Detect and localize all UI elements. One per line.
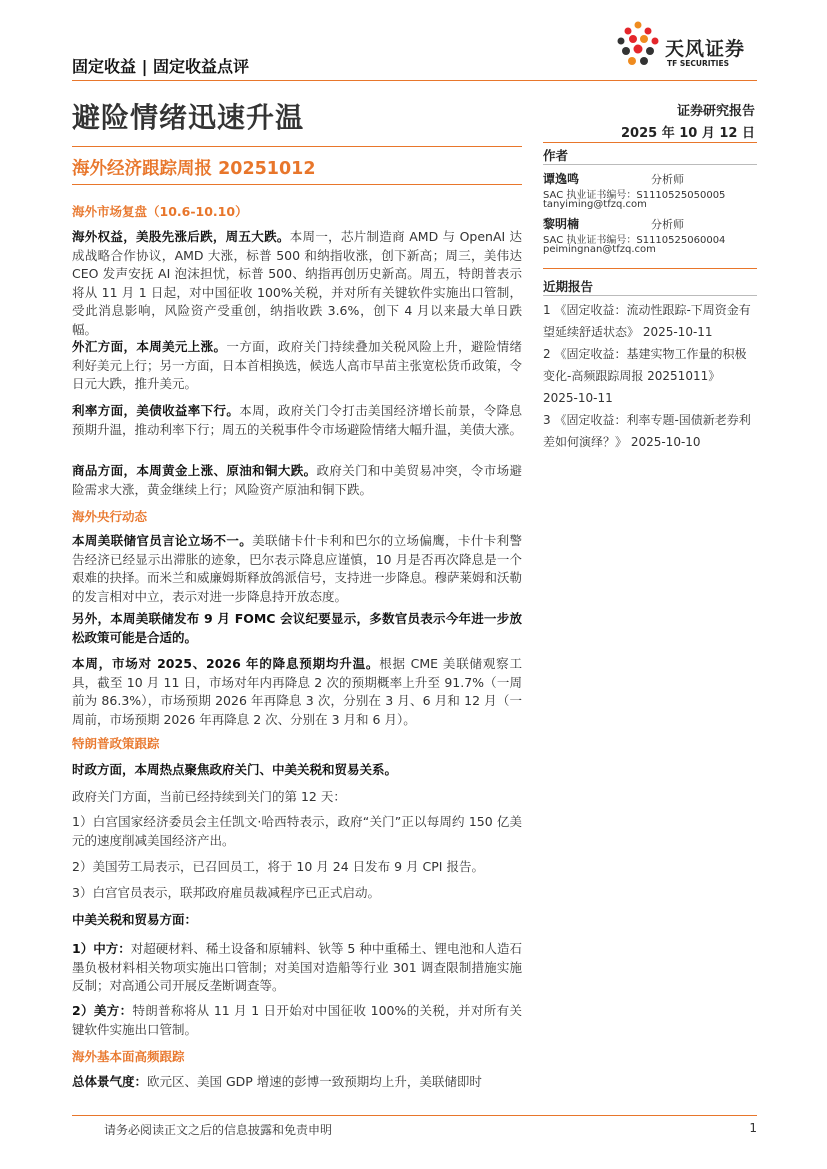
recent-divider <box>543 295 757 296</box>
author-license: SAC 执业证书编号：S1110525050005 <box>543 190 726 201</box>
section-heading-fundamentals: 海外基本面高频跟踪 <box>72 1049 185 1064</box>
paragraph-fed-officials <box>72 532 522 606</box>
subtitle-divider <box>72 184 522 185</box>
recent-reports-heading: 近期报告 <box>543 279 594 294</box>
paragraph-lead: 2）美方： <box>72 1003 133 1018</box>
disclaimer-note: 请务必阅读正文之后的信息披露和免责申明 <box>104 1123 333 1137</box>
paragraph-lead: 中美关税和贸易方面： <box>72 912 198 927</box>
author-name: 黎明楠 <box>543 217 580 231</box>
paragraph-text: 政府关门和中美贸易冲突，令市场避险需求大涨，黄金继续上行；风险资产原油和铜下跌。 <box>72 463 522 497</box>
paragraph-shutdown-2 <box>72 858 522 877</box>
paragraph-lead: 另外，本周美联储发布 9 月 FOMC 会议纪要显示，多数官员表示今年进一步放松政策可能是合适的。 <box>72 611 522 645</box>
paragraph-lead: 利率方面，美债收益率下行。 <box>72 403 240 418</box>
footer-divider <box>72 1115 757 1116</box>
title-divider <box>72 146 522 147</box>
logo-text-cn: 天风证券 <box>665 38 746 60</box>
paragraph-lead: 本周，市场对 2025、2026 年的降息预期均升温。 <box>72 656 380 671</box>
paragraph-shutdown-1 <box>72 813 522 850</box>
paragraph-trade-heading <box>72 911 522 930</box>
header-divider <box>72 80 757 81</box>
paragraph-text: 本周，政府关门令打击美国经济增长前景，令降息预期升温，推动利率下行；周五的关税事件令市场避险情绪大幅升温，美债大涨。 <box>72 403 523 437</box>
paragraph-text: 3）白宫官员表示，联邦政府雇员裁减程序已正式启动。 <box>72 885 380 900</box>
author-role: 分析师 <box>651 173 684 186</box>
paragraph-rate-cut-expectations <box>72 655 522 729</box>
paragraph-rates <box>72 402 522 439</box>
recent-report-item[interactable]: 2 《固定收益：基建实物工作量的积极变化-高频跟踪周报 20251011》 2025-10-11 <box>543 347 747 405</box>
author-role: 分析师 <box>651 218 684 231</box>
recent-report-item[interactable]: 1 《固定收益：流动性跟踪-下周资金有望延续舒适状态》 2025-10-11 <box>543 303 751 339</box>
sidebar-divider-top <box>543 142 757 143</box>
paragraph-lead: 外汇方面，本周美元上涨。 <box>72 339 227 354</box>
paragraph-text: 2）美国劳工局表示，已召回员工，将于 10 月 24 日发布 9 月 CPI 报告。 <box>72 859 484 874</box>
paragraph-commodities <box>72 462 522 499</box>
paragraph-shutdown <box>72 788 522 807</box>
logo-mark-icon <box>612 20 664 70</box>
paragraph-lead: 总体景气度： <box>72 1074 148 1089</box>
report-subtitle: 海外经济跟踪周报 20251012 <box>72 159 316 179</box>
paragraph-lead: 1）中方： <box>72 941 131 956</box>
author-name: 谭逸鸣 <box>543 172 580 186</box>
paragraph-lead: 海外权益，美股先涨后跌，周五大跌。 <box>72 229 290 244</box>
report-type: 证券研究报告 <box>676 104 755 119</box>
recent-divider-top <box>543 268 757 269</box>
paragraph-text: 一方面，政府关门持续叠加关税风险上升，避险情绪利好美元上行；另一方面，日本首相换选，候选人高市早苗主张宽松货币政策，令日元大跌，推升美元。 <box>72 339 523 391</box>
section-heading-market-review: 海外市场复盘（10.6-10.10） <box>72 204 248 219</box>
paragraph-fx <box>72 338 522 394</box>
author-email[interactable]: peimingnan@tfzq.com <box>543 244 656 255</box>
logo-text-en: TF SECURITIES <box>667 59 729 68</box>
paragraph-fomc-minutes <box>72 610 522 647</box>
recent-report-item[interactable]: 3 《固定收益：利率专题-国债新老券利差如何演绎？》 2025-10-10 <box>543 413 751 449</box>
paragraph-text: 本周一，芯片制造商 AMD 与 OpenAI 达成战略合作协议，AMD 大涨，标普 500 和纳指收涨，创下新高；周三，美伟达 CEO 发声安抚 AI 泡沫担忧，标普 500、纳指再创历史新高。周五，特朗普表示将从 11 月 1 日起，对中国征收 100%关税，并对所有关键软件实施出口管制，受此消息影响，风险资产受重创，纳指收跌 3.6%，创下 4 月以来最大单日跌幅。 <box>72 229 522 337</box>
paragraph-lead: 本周美联储官员言论立场不一。 <box>72 533 253 548</box>
paragraph-politics <box>72 761 522 780</box>
paragraph-text: 根据 CME 美联储观察工具，截至 10 月 11 日，市场对年内再降息 2 次的预期概率上升至 91.7%（一周前为 86.3%），市场预期 2026 年再降息 3 次，分别在 3 月、6 月和 12 月（一周前，市场预期 2026 年再降息 2 次、分别在 3 月和 6 月）。 <box>72 656 522 727</box>
paragraph-text: 政府关门方面，当前已经持续到关门的第 12 天： <box>72 789 346 804</box>
page-title: 避险情绪迅速升温 <box>72 101 305 134</box>
report-date: 2025 年 10 月 12 日 <box>621 126 755 141</box>
author-email[interactable]: tanyiming@tfzq.com <box>543 199 647 210</box>
authors-divider <box>543 164 757 165</box>
paragraph-lead: 时政方面，本周热点聚焦政府关门、中美关税和贸易关系。 <box>72 762 398 777</box>
paragraph-equity <box>72 228 522 339</box>
section-heading-central-bank: 海外央行动态 <box>72 509 148 524</box>
paragraph-text: 对超硬材料、稀土设备和原辅料、钬等 5 种中重稀土、锂电池和人造石墨负极材料相关物项实施出口管制；对美国对造船等行业 301 调查限制措施实施反制；对高通公司开展反垄断调查等。 <box>72 941 523 993</box>
authors-heading: 作者 <box>543 148 569 163</box>
page-number: 1 <box>749 1121 757 1135</box>
paragraph-china-measures <box>72 940 522 996</box>
paragraph-shutdown-3 <box>72 884 522 903</box>
report-category: 固定收益 | 固定收益点评 <box>72 57 249 76</box>
paragraph-text: 美联储卡什卡利和巴尔的立场偏鹰，卡什卡利警告经济已经显示出滞胀的迹象，巴尔表示降息应谨慎，10 月是否再次降息是一个艰难的抉择。而米兰和威廉姆斯释放鸽派信号，支持进一步降息。穆萨莱姆和沃勒的发言相对中立，表示对进一步降息持开放态度。 <box>72 533 523 604</box>
section-heading-trump-policy: 特朗普政策跟踪 <box>72 736 160 751</box>
author-license: SAC 执业证书编号：S1110525060004 <box>543 235 726 246</box>
tf-securities-logo <box>612 20 762 70</box>
paragraph-text: 1）白宫国家经济委员会主任凯文·哈西特表示，政府“关门”正以每周约 150 亿美元的速度削减美国经济产出。 <box>72 814 522 848</box>
paragraph-sentiment <box>72 1073 522 1092</box>
paragraph-text: 特朗普称将从 11 月 1 日开始对中国征收 100%的关税，并对所有关键软件实施出口管制。 <box>72 1003 522 1037</box>
paragraph-us-measures <box>72 1002 522 1039</box>
paragraph-text: 欧元区、美国 GDP 增速的彭博一致预期均上升，美联储即时 <box>147 1074 482 1089</box>
paragraph-lead: 商品方面，本周黄金上涨、原油和铜大跌。 <box>72 463 317 478</box>
